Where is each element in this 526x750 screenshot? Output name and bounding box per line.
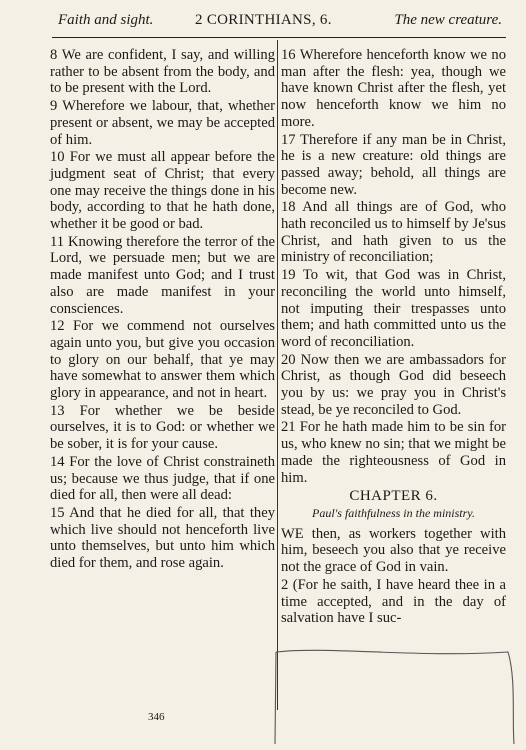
verse-11: 11 Knowing therefore the terror of the Lord, we persuade men; but we are made manifest unto God; and I trust also are made manifest in your consciences. bbox=[50, 233, 275, 317]
chapter6-verse-1: WE then, as workers together with him, beseech you also that ye receive not the grace of God in vain. bbox=[281, 525, 506, 576]
left-column bbox=[50, 47, 275, 573]
verse-9: 9 Wherefore we labour, that, whether present or absent, we may be accepted of him. bbox=[50, 98, 275, 148]
verse-16: 16 Wherefore henceforth know we no man after the flesh: yea, though we have known Christ after the flesh, yet now henceforth know we him no more. bbox=[281, 47, 506, 130]
verse-17: 17 Therefore if any man be in Christ, he is a new creature: old things are passed away; behold, all things are become new. bbox=[281, 131, 506, 198]
pen-mark bbox=[268, 648, 518, 748]
header-rule bbox=[52, 37, 506, 38]
verse-19: 19 To wit, that God was in Christ, reconciling the world unto himself, not imputing their trespasses unto them; and hath committed unto us the word of reconciliation. bbox=[281, 267, 506, 350]
verse-14: 14 For the love of Christ constraineth us; because we thus judge, that if one died for all, then were all dead: bbox=[50, 453, 275, 504]
running-header bbox=[52, 12, 502, 32]
verse-13: 13 For whether we be beside ourselves, it is to God: or whether we be sober, it is for your cause. bbox=[50, 402, 275, 453]
verse-8: 8 We are confident, I say, and willing rather to be absent from the body, and to be present with the Lord. bbox=[50, 47, 275, 97]
verse-21: 21 For he hath made him to be sin for us, who knew no sin; that we might be made the righteousness of God in him. bbox=[281, 419, 506, 486]
chapter6-verse-2: 2 (For he saith, I have heard thee in a time accepted, and in the day of salvation have I suc- bbox=[281, 576, 506, 627]
verse-10: 10 For we must all appear before the judgment seat of Christ; that every one may receive the things done in his body, according to that he hath done, whether it be good or bad. bbox=[50, 149, 275, 233]
chapter-subtitle: Paul's faithfulness in the ministry. bbox=[312, 505, 475, 520]
verse-20: 20 Now then we are ambassadors for Christ, as though God did beseech you by us: we pray you in Christ's stead, be ye reconciled to God. bbox=[281, 351, 506, 418]
header-right: The new creature. bbox=[394, 12, 502, 28]
header-left: Faith and sight. bbox=[58, 12, 154, 28]
verse-18: 18 And all things are of God, who hath reconciled us to himself by Je'sus Christ, and hath given to us the ministry of reconciliation; bbox=[281, 199, 506, 266]
verse-12: 12 For we commend not ourselves again unto you, but give you occasion to glory on our behalf, that ye may have somewhat to answer them which glory in appearance, and not in heart. bbox=[50, 318, 275, 402]
column-divider bbox=[277, 40, 278, 710]
chapter-title: CHAPTER 6. bbox=[349, 488, 438, 505]
verse-15: 15 And that he died for all, that they which live should not henceforth live unto themselves, but unto him which died for them, and rose again. bbox=[50, 504, 275, 572]
right-column bbox=[281, 47, 506, 628]
page-number: 346 bbox=[148, 711, 165, 723]
header-book-chapter: 2 CORINTHIANS, 6. bbox=[195, 12, 332, 28]
